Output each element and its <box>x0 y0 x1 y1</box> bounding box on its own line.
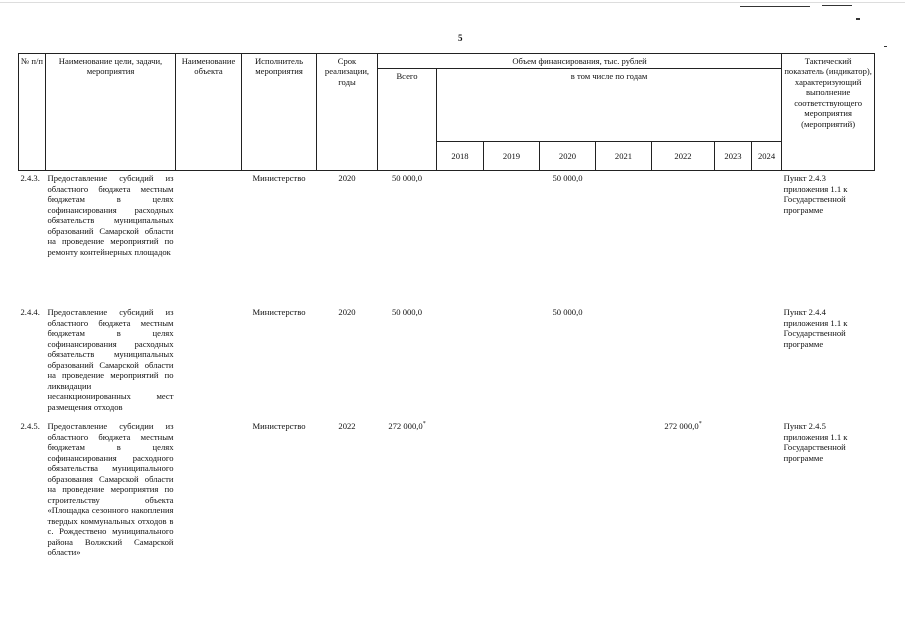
header-year-2019: 2019 <box>484 142 540 171</box>
total-value: 272 000,0 <box>388 421 423 432</box>
row-number: 2.4.3. <box>20 173 40 184</box>
row-total: 50 000,0 <box>391 307 423 318</box>
row-2019 <box>484 171 540 306</box>
row-indicator: Пункт 2.4.5 приложения 1.1 к Государственной программе <box>783 421 848 463</box>
row-total: 50 000,0 <box>391 173 423 184</box>
scan-mark <box>822 5 852 6</box>
row-2021 <box>596 171 652 306</box>
row-2023 <box>715 305 752 419</box>
header-name: Наименование цели, задачи, мероприятия <box>46 54 176 171</box>
row-indicator: Пункт 2.4.4 приложения 1.1 к Государственной программе <box>783 307 848 349</box>
financing-table <box>18 53 875 573</box>
row-2021 <box>596 419 652 573</box>
header-executor: Исполнитель мероприятия <box>242 54 317 171</box>
row-2020: 50 000,0 <box>552 307 583 318</box>
row-object <box>176 305 242 419</box>
page-number: 5 <box>458 33 463 43</box>
row-2019 <box>484 305 540 419</box>
scan-mark <box>884 46 887 47</box>
row-object <box>176 171 242 306</box>
header-year-2021: 2021 <box>596 142 652 171</box>
header-row-1 <box>19 54 875 69</box>
header-year-2022: 2022 <box>652 142 715 171</box>
header-year-2024: 2024 <box>752 142 782 171</box>
row-name: Предоставление субсидии из областного бюджета местным бюджетам в целях софинансирования расходного обязательства муниципального образования Самарской области на проведение мероприятия по строительству объекта «Площадка сезонного накопления твердых коммунальных отходов в с. Рождествено муниципального района Волжский Самарской области» <box>47 421 174 558</box>
row-period: 2020 <box>338 173 356 184</box>
header-period: Срок реализации, годы <box>317 54 378 171</box>
header-object: Наименование объекта <box>176 54 242 171</box>
row-number: 2.4.4. <box>20 307 40 318</box>
footnote-mark: * <box>422 421 426 428</box>
row-2018 <box>437 305 484 419</box>
table-row <box>19 171 875 306</box>
header-indicator: Тактический показатель (индикатор), характеризующий выполнение соответствующего мероприятия (мероприятий) <box>782 54 875 171</box>
scan-top-line <box>0 2 905 3</box>
row-executor: Министерство <box>252 307 306 318</box>
row-total <box>378 419 437 573</box>
row-2021 <box>596 305 652 419</box>
row-number: 2.4.5. <box>20 421 40 432</box>
row-name: Предоставление субсидий из областного бюджета местным бюджетам в целях софинансирования расходных обязательств муниципальных образований Самарской области на проведение мероприятий по ликвидации несанкционированных мест размещения отходов <box>47 307 174 412</box>
header-total: Всего <box>378 69 437 171</box>
row-2023 <box>715 171 752 306</box>
row-2018 <box>437 419 484 573</box>
scan-mark <box>856 18 860 20</box>
header-year-2023: 2023 <box>715 142 752 171</box>
header-by-years: в том числе по годам <box>437 69 782 142</box>
header-funding: Объем финансирования, тыс. рублей <box>378 54 782 69</box>
row-executor: Министерство <box>252 173 306 184</box>
row-2024 <box>752 305 782 419</box>
scan-mark <box>740 6 810 7</box>
row-indicator: Пункт 2.4.3 приложения 1.1 к Государственной программе <box>783 173 848 215</box>
row-2022 <box>652 171 715 306</box>
row-object <box>176 419 242 573</box>
footnote-mark: * <box>698 421 702 428</box>
header-year-2020: 2020 <box>540 142 596 171</box>
row-2019 <box>484 419 540 573</box>
row-2022 <box>652 419 715 573</box>
row-2020: 50 000,0 <box>552 173 583 184</box>
year-2022-value: 272 000,0 <box>664 421 699 432</box>
row-executor: Министерство <box>252 421 306 432</box>
row-2018 <box>437 171 484 306</box>
row-2024 <box>752 419 782 573</box>
row-period: 2020 <box>338 307 356 318</box>
table-row <box>19 305 875 419</box>
row-period: 2022 <box>338 421 356 432</box>
header-year-2018: 2018 <box>437 142 484 171</box>
row-2022 <box>652 305 715 419</box>
table-row <box>19 419 875 573</box>
header-number: № п/п <box>19 54 46 171</box>
row-2023 <box>715 419 752 573</box>
row-name: Предоставление субсидий из областного бюджета местным бюджетам в целях софинансирования расходных обязательств муниципальных образований Самарской области на проведение мероприятий по ремонту контейнерных площадок <box>47 173 174 257</box>
row-2020 <box>540 419 596 573</box>
row-2024 <box>752 171 782 306</box>
